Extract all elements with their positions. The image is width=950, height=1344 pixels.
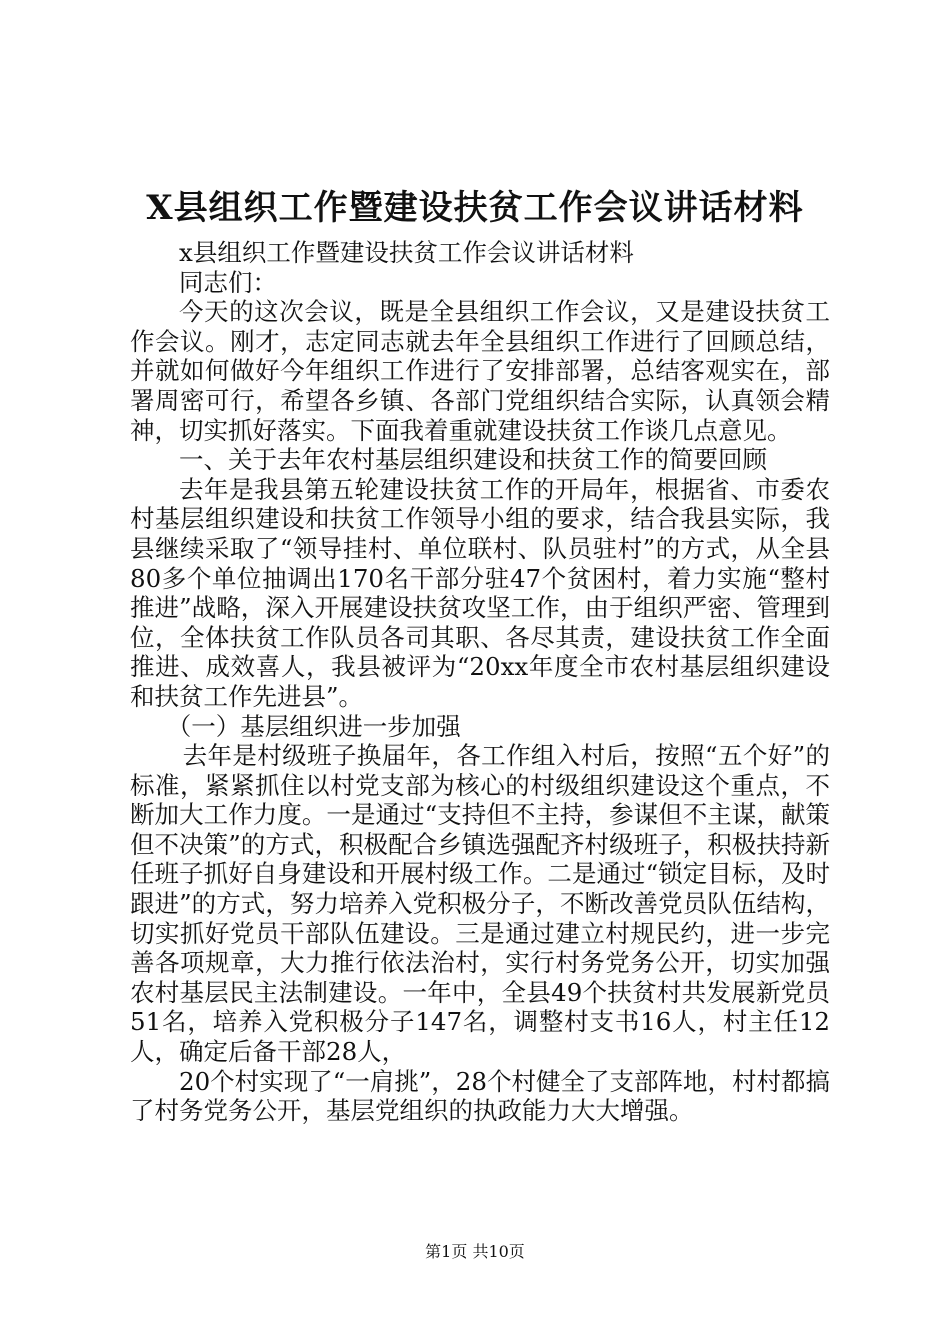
document-title: X县组织工作暨建设扶贫工作会议讲话材料 xyxy=(146,188,804,228)
section-heading: 一、关于去年农村基层组织建设和扶贫工作的简要回顾 xyxy=(179,445,767,475)
subtitle-paragraph: x县组织工作暨建设扶贫工作会议讲话材料 xyxy=(179,238,634,267)
subsection-heading: （一）基层组织进一步加强 xyxy=(166,711,461,741)
document-body xyxy=(130,238,830,1126)
body-paragraph: 去年是村级班子换届年，各工作组入村后，按照“五个好”的标准，紧紧抓住以村党支部为核心的村级组织建设这个重点，不断加大工作力度。一是通过“支持但不主持，参谋但不主谋，献策但不决策”的方式，积极配合乡镇选强配齐村级班子，积极扶持新任班子抓好自身建设和开展村级工作。二是通过“锁定目标，及时跟进”的方式，努力培养入党积极分子，不断改善党员队伍结构，切实抓好党员干部队伍建设。三是通过建立村规民约，进一步完善各项规章，大力推行依法治村，实行村务党务公开，切实加强农村基层民主法制建设。一年中，全县49个扶贫村共发展新党员51名，培养入党积极分子147名，调整村支书16人，村主任12人，确定后备干部28人， xyxy=(130,741,830,1067)
page-number-footer: 第1页 共10页 xyxy=(425,1242,525,1261)
body-paragraph: 去年是我县第五轮建设扶贫工作的开局年，根据省、市委农村基层组织建设和扶贫工作领导小组的要求，结合我县实际，我县继续采取了“领导挂村、单位联村、队员驻村”的方式，从全县80多个单位抽调出170名干部分驻47个贫困村，着力实施“整村推进”战略，深入开展建设扶贫攻坚工作，由于组织严密、管理到位，全体扶贫工作队员各司其职、各尽其责，建设扶贫工作全面推进、成效喜人，我县被评为“20xx年度全市农村基层组织建设和扶贫工作先进县”。 xyxy=(130,474,830,711)
body-paragraph: 20个村实现了“一肩挑”，28个村健全了支部阵地，村村都搞了村务党务公开，基层党组织的执政能力大大增强。 xyxy=(130,1066,830,1126)
salutation-paragraph: 同志们： xyxy=(179,267,277,297)
body-paragraph: 今天的这次会议，既是全县组织工作会议，又是建设扶贫工作会议。刚才，志定同志就去年全县组织工作进行了回顾总结，并就如何做好今年组织工作进行了安排部署，总结客观实在，部署周密可行，希望各乡镇、各部门党组织结合实际，认真领会精神，切实抓好落实。下面我着重就建设扶贫工作谈几点意见。 xyxy=(130,297,830,445)
